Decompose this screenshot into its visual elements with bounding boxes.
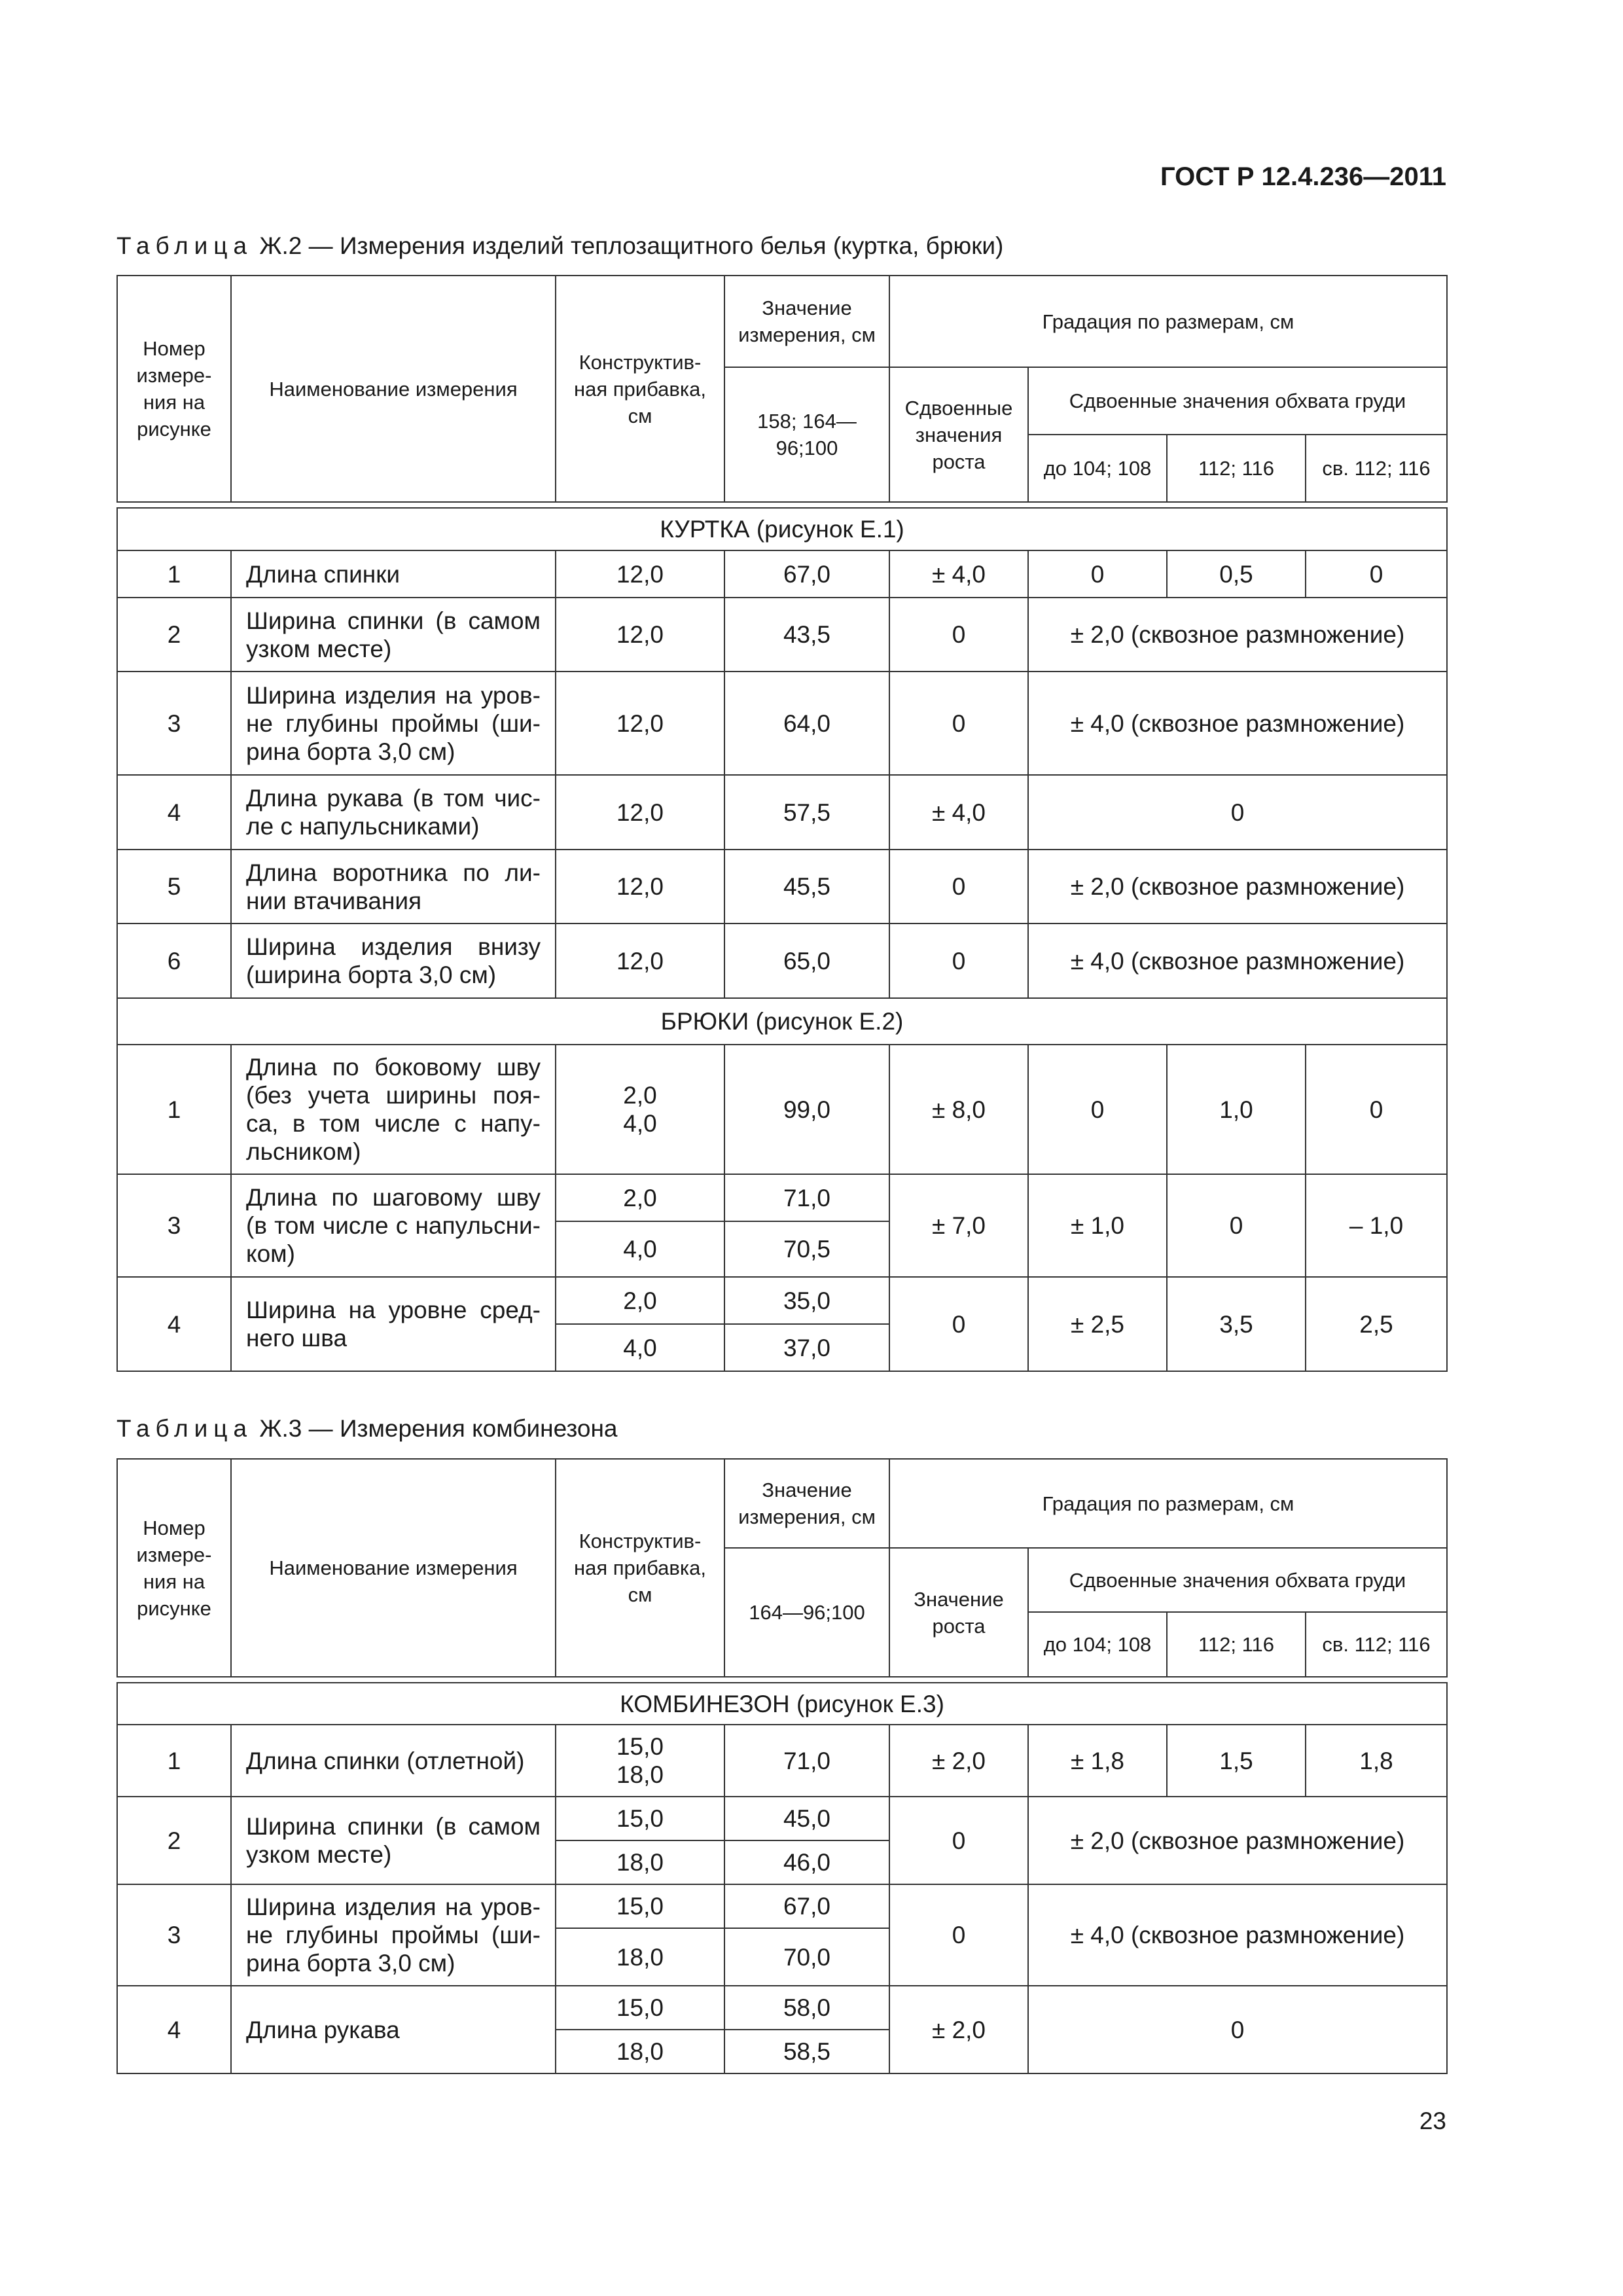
header-number: Номер измере-ния на рисунке [117, 276, 231, 502]
row-chest-3: 0 [1306, 550, 1447, 598]
row-name: Ширина спинки (в самом узком месте) [231, 598, 556, 672]
header-gradation: Градация по размерам, см [889, 1459, 1447, 1548]
row-height: ± 2,0 [889, 1725, 1028, 1797]
row-chest-1: 0 [1028, 1045, 1167, 1174]
section-trousers: БРЮКИ (рисунок Е.2) [117, 998, 1447, 1045]
header-chest-3: св. 112; 116 [1306, 435, 1447, 502]
table-z3-caption [116, 1415, 617, 1443]
table-row [117, 850, 1447, 924]
caption-text: Ж.2 — Измерения изделий теплозащитного белья (куртка, брюки) [253, 232, 1004, 259]
row-chest-span: ± 4,0 (сквозное размножение) [1028, 1884, 1447, 1986]
row-number: 3 [117, 672, 231, 775]
allowance-1: 2,0 [623, 1082, 657, 1109]
row-chest-1: ± 1,8 [1028, 1725, 1167, 1797]
row-allowance: 12,0 [556, 775, 724, 850]
section-row [117, 998, 1447, 1045]
row-allowance: 18,0 [556, 1840, 724, 1884]
row-value: 99,0 [724, 1045, 889, 1174]
table-row [117, 924, 1447, 998]
row-height: ± 7,0 [889, 1174, 1028, 1277]
caption-label: Таблица [116, 232, 253, 259]
row-value: 45,5 [724, 850, 889, 924]
row-allowance: 4,0 [556, 1221, 724, 1277]
row-allowance [556, 1045, 724, 1174]
separator-row [117, 1677, 1447, 1683]
row-name: Длина воротника по ли-нии втачивания [231, 850, 556, 924]
row-number: 3 [117, 1884, 231, 1986]
header-size: 158; 164—96;100 [724, 367, 889, 502]
row-allowance: 2,0 [556, 1174, 724, 1221]
row-height: 0 [889, 1884, 1028, 1986]
row-chest-2: 1,0 [1167, 1045, 1306, 1174]
row-height: 0 [889, 924, 1028, 998]
row-allowance: 12,0 [556, 598, 724, 672]
row-value: 57,5 [724, 775, 889, 850]
table-row [117, 1045, 1447, 1174]
row-chest-3: 0 [1306, 1045, 1447, 1174]
row-value: 67,0 [724, 1884, 889, 1928]
row-height: ± 4,0 [889, 550, 1028, 598]
header-height: Значение роста [889, 1548, 1028, 1677]
row-name: Длина по шаговому шву (в том числе с напульсни-ком) [231, 1174, 556, 1277]
row-value: 45,0 [724, 1797, 889, 1840]
row-name: Ширина изделия на уров-не глубины проймы (ши-рина борта 3,0 см) [231, 1884, 556, 1986]
row-chest-1: ± 2,5 [1028, 1277, 1167, 1371]
row-allowance: 15,0 [556, 1986, 724, 2030]
row-allowance: 12,0 [556, 672, 724, 775]
row-value: 67,0 [724, 550, 889, 598]
section-overall: КОМБИНЕЗОН (рисунок Е.3) [117, 1683, 1447, 1725]
row-number: 6 [117, 924, 231, 998]
table-header-row [117, 276, 1447, 367]
row-value: 71,0 [724, 1725, 889, 1797]
row-allowance: 2,0 [556, 1277, 724, 1324]
row-name: Ширина изделия на уров-не глубины проймы (ши-рина борта 3,0 см) [231, 672, 556, 775]
row-height: 0 [889, 598, 1028, 672]
allowance-1: 15,0 [616, 1733, 664, 1760]
row-value: 37,0 [724, 1324, 889, 1371]
header-value: Значение измерения, см [724, 276, 889, 367]
row-number: 1 [117, 1045, 231, 1174]
header-value: Значение измерения, см [724, 1459, 889, 1548]
separator-row [117, 502, 1447, 508]
row-name: Длина по боковому шву (без учета ширины поя-са, в том числе с напу-льсником) [231, 1045, 556, 1174]
row-height: 0 [889, 672, 1028, 775]
header-name: Наименование измерения [231, 276, 556, 502]
table-z2 [116, 275, 1448, 1372]
row-value: 70,0 [724, 1928, 889, 1986]
row-chest-2: 0,5 [1167, 550, 1306, 598]
table-row [117, 1797, 1447, 1840]
row-value: 64,0 [724, 672, 889, 775]
header-chest: Сдвоенные значения обхвата груди [1028, 367, 1447, 435]
row-height: ± 4,0 [889, 775, 1028, 850]
header-number: Номер измере-ния на рисунке [117, 1459, 231, 1677]
row-height: ± 2,0 [889, 1986, 1028, 2073]
row-value: 43,5 [724, 598, 889, 672]
row-chest-span: ± 2,0 (сквозное размножение) [1028, 850, 1447, 924]
row-allowance: 4,0 [556, 1324, 724, 1371]
allowance-2: 18,0 [616, 1761, 664, 1788]
row-value: 58,5 [724, 2030, 889, 2073]
row-name: Длина рукава [231, 1986, 556, 2073]
row-number: 4 [117, 1986, 231, 2073]
section-jacket: КУРТКА (рисунок Е.1) [117, 508, 1447, 550]
table-row [117, 598, 1447, 672]
row-height: 0 [889, 850, 1028, 924]
row-number: 1 [117, 1725, 231, 1797]
row-value: 58,0 [724, 1986, 889, 2030]
row-value: 71,0 [724, 1174, 889, 1221]
row-number: 1 [117, 550, 231, 598]
header-size: 164—96;100 [724, 1548, 889, 1677]
row-allowance: 15,0 [556, 1884, 724, 1928]
row-chest-span: 0 [1028, 1986, 1447, 2073]
row-allowance: 18,0 [556, 2030, 724, 2073]
row-height: ± 8,0 [889, 1045, 1028, 1174]
row-allowance: 15,0 [556, 1797, 724, 1840]
row-name: Длина рукава (в том чис-ле с напульсниками) [231, 775, 556, 850]
row-allowance: 12,0 [556, 550, 724, 598]
table-row [117, 672, 1447, 775]
row-name: Длина спинки [231, 550, 556, 598]
table-z3 [116, 1458, 1448, 2074]
table-row [117, 1986, 1447, 2030]
row-allowance: 12,0 [556, 850, 724, 924]
row-number: 4 [117, 775, 231, 850]
row-height: 0 [889, 1797, 1028, 1884]
table-row [117, 550, 1447, 598]
section-row [117, 1683, 1447, 1725]
row-chest-1: 0 [1028, 550, 1167, 598]
row-value: 46,0 [724, 1840, 889, 1884]
table-header-row [117, 1459, 1447, 1548]
page-number: 23 [1419, 2108, 1446, 2134]
row-allowance: 18,0 [556, 1928, 724, 1986]
header-height: Сдвоенные значения роста [889, 367, 1028, 502]
row-chest-1: ± 1,0 [1028, 1174, 1167, 1277]
row-number: 4 [117, 1277, 231, 1371]
row-name: Ширина на уровне сред-него шва [231, 1277, 556, 1371]
row-chest-2: 1,5 [1167, 1725, 1306, 1797]
table-row [117, 1277, 1447, 1324]
row-number: 2 [117, 1797, 231, 1884]
table-row [117, 1174, 1447, 1221]
row-allowance: 12,0 [556, 924, 724, 998]
row-chest-3: 2,5 [1306, 1277, 1447, 1371]
section-row [117, 508, 1447, 550]
header-allowance: Конструктив-ная прибавка, см [556, 1459, 724, 1677]
header-chest-1: до 104; 108 [1028, 435, 1167, 502]
allowance-2: 4,0 [623, 1110, 657, 1137]
row-number: 5 [117, 850, 231, 924]
table-row [117, 1884, 1447, 1928]
row-chest-2: 0 [1167, 1174, 1306, 1277]
header-allowance: Конструктив-ная прибавка, см [556, 276, 724, 502]
row-chest-span: 0 [1028, 775, 1447, 850]
document-code: ГОСТ Р 12.4.236—2011 [1160, 162, 1446, 191]
row-chest-3: 1,8 [1306, 1725, 1447, 1797]
caption-label: Таблица [116, 1415, 253, 1442]
header-chest-3: св. 112; 116 [1306, 1612, 1447, 1677]
row-value: 65,0 [724, 924, 889, 998]
header-chest-2: 112; 116 [1167, 1612, 1306, 1677]
row-name: Ширина спинки (в самом узком месте) [231, 1797, 556, 1884]
header-name: Наименование измерения [231, 1459, 556, 1677]
header-chest-1: до 104; 108 [1028, 1612, 1167, 1677]
header-gradation: Градация по размерам, см [889, 276, 1447, 367]
caption-text: Ж.3 — Измерения комбинезона [253, 1415, 618, 1442]
row-height: 0 [889, 1277, 1028, 1371]
row-number: 3 [117, 1174, 231, 1277]
row-chest-span: ± 2,0 (сквозное размножение) [1028, 1797, 1447, 1884]
header-chest-2: 112; 116 [1167, 435, 1306, 502]
row-value: 35,0 [724, 1277, 889, 1324]
row-chest-span: ± 2,0 (сквозное размножение) [1028, 598, 1447, 672]
header-chest: Сдвоенные значения обхвата груди [1028, 1548, 1447, 1612]
row-allowance [556, 1725, 724, 1797]
row-chest-3: – 1,0 [1306, 1174, 1447, 1277]
row-value: 70,5 [724, 1221, 889, 1277]
row-chest-span: ± 4,0 (сквозное размножение) [1028, 924, 1447, 998]
row-chest-span: ± 4,0 (сквозное размножение) [1028, 672, 1447, 775]
table-row [117, 1725, 1447, 1797]
table-z2-caption [116, 232, 1003, 260]
row-number: 2 [117, 598, 231, 672]
row-chest-2: 3,5 [1167, 1277, 1306, 1371]
row-name: Ширина изделия внизу (ширина борта 3,0 см) [231, 924, 556, 998]
table-row [117, 775, 1447, 850]
row-name: Длина спинки (отлетной) [231, 1725, 556, 1797]
